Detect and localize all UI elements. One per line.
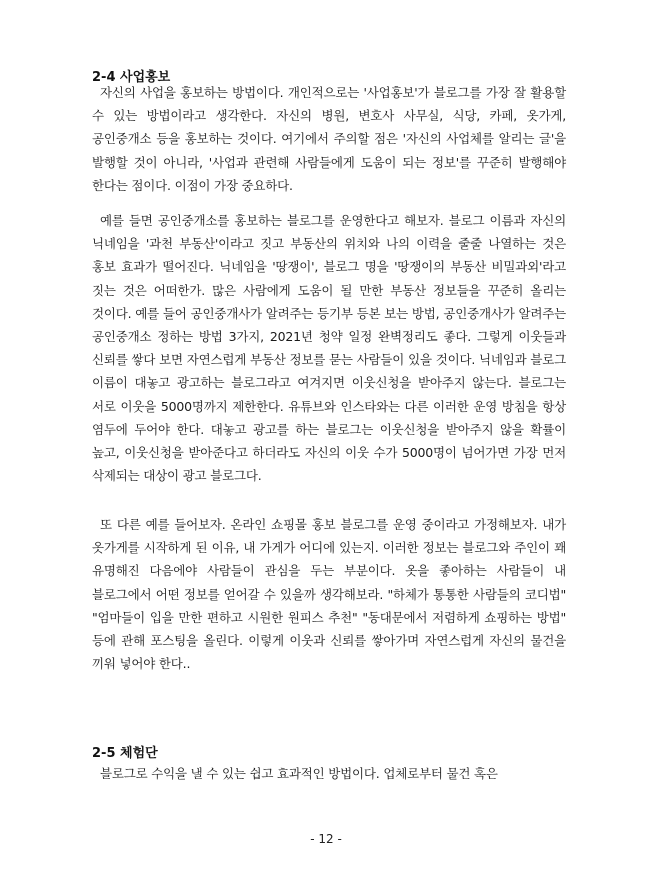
section-heading-business-promotion: 2-4 사업홍보: [92, 70, 171, 85]
paragraph-business-promotion-intro: 자신의 사업을 홍보하는 방법이다. 개인적으로는 '사업홍보'가 블로그를 가장 잘 활용할 수 있는 방법이라고 생각한다. 자신의 병원, 변호사 사무실, 식당, 카페, 옷가게, 공인중개소 등을 홍보하는 것이다. 여기에서 주의할 점은 '자신의 사업체를 알리는 글'을 발행할 것이 아니라, '사업과 관련해 사람들에게 도움이 되는 정보'를 꾸준히 발행해야 한다는 점이다. 이점이 가장 중요하다.: [92, 85, 566, 193]
paragraph-real-estate-example: 예를 들면 공인중개소를 홍보하는 블로그를 운영한다고 해보자. 블로그 이름과 자신의 닉네임을 '과천 부동산'이라고 짓고 부동산의 위치와 나의 이력을 줄줄 나열하는 것은 홍보 효과가 떨어진다. 닉네임을 '땅쟁이', 블로그 명을 '땅쟁이의 부동산 비밀과외'라고 짓는 것은 어떠한가. 많은 사람에게 도움이 될 만한 부동산 정보들을 꾸준히 올리는 것이다. 예를 들어 공인중개사가 알려주는 등기부 등본 보는 방법, 공인중개사가 알려주는 공인중개소 정하는 방법 3가지, 2021년 청약 일정 완벽정리도 좋다. 그렇게 이웃들과 신뢰를 쌓다 보면 자연스럽게 부동산 정보를 묻는 사람들이 있을 것이다. 닉네임과 블로그 이름이 대놓고 광고하는 블로그라고 여겨지면 이웃신청을 받아주지 않는다. 블로그는 서로 이웃을 5000명까지 제한한다. 유튜브와 인스타와는 다른 이러한 운영 방침을 항상 염두에 두어야 한다. 대놓고 광고를 하는 블로그는 이웃신청을 받아주지 않을 확률이 높고, 이웃신청을 받아준다고 하더라도 자신의 이웃 수가 5000명이 넘어가면 가장 먼저 삭제되는 대상이 광고 블로그다.: [92, 213, 566, 484]
paragraph-shopping-mall-example: 또 다른 예를 들어보자. 온라인 쇼핑몰 홍보 블로그를 운영 중이라고 가정해보자. 내가 옷가게를 시작하게 된 이유, 내 가게가 어디에 있는지. 이러한 정보는 블로그와 주인이 꽤 유명해진 다음에야 사람들이 관심을 두는 부분이다. 옷을 좋아하는 사람들이 내 블로그에서 어떤 정보를 얻어갈 수 있을까 생각해보라. "하체가 통통한 사람들의 코디법" "엄마들이 입을 만한 편하고 시원한 원피스 추천" "동대문에서 저렴하게 쇼핑하는 방법" 등에 관해 포스팅을 올린다. 이렇게 이웃과 신뢰를 쌓아가며 자연스럽게 자신의 물건을 끼워 넣어야 한다..: [92, 517, 566, 672]
section-heading-experience-group: 2-5 체험단: [92, 746, 158, 761]
page-number: - 12 -: [310, 832, 342, 846]
paragraph-experience-group-intro: 블로그로 수익을 낼 수 있는 쉽고 효과적인 방법이다. 업체로부터 물건 혹은: [100, 766, 498, 781]
